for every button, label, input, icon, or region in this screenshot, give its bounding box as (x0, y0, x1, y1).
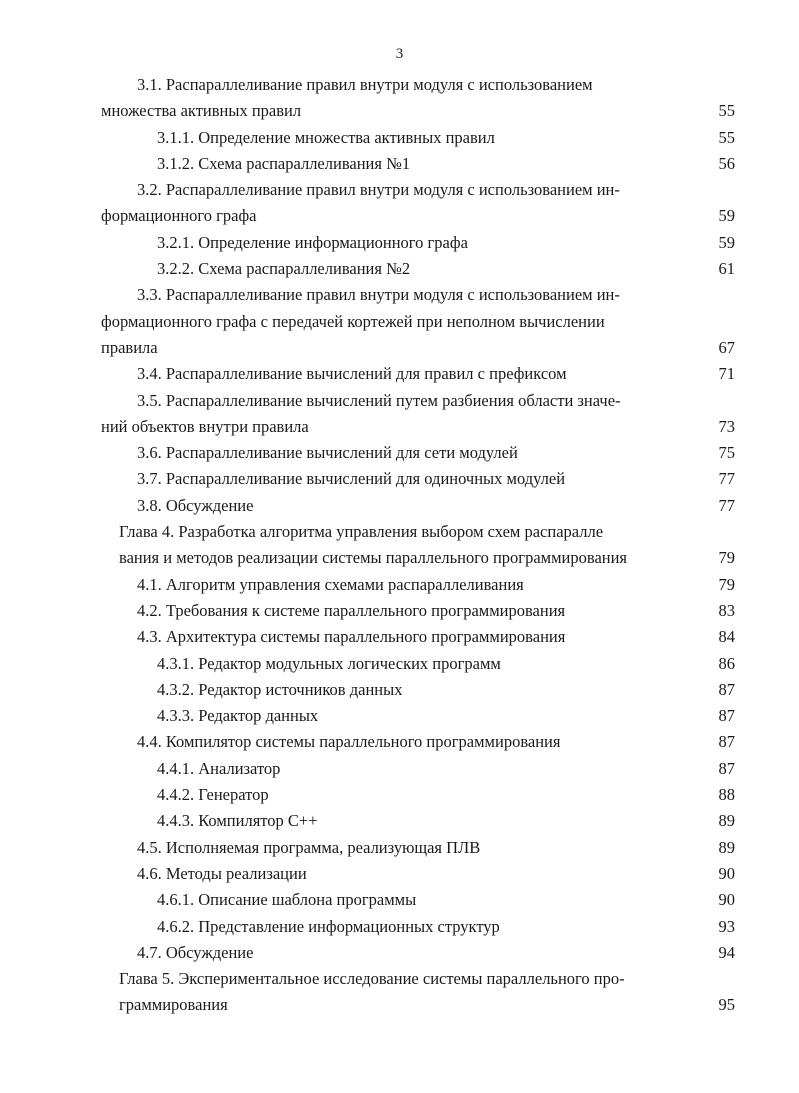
toc-entry-title (0, 703, 717, 729)
toc-entry-page: 89 (718, 811, 735, 831)
toc-entry-page: 79 (718, 548, 735, 568)
toc-entry-title-line: 3.6. Распараллеливание вычислений для сети модулей (137, 443, 518, 463)
toc-entry-page: 89 (718, 837, 735, 857)
toc-entry-title-line: 4.3. Архитектура системы параллельного программирования (137, 627, 566, 647)
toc-entry-title-line: множества активных правил (101, 101, 302, 121)
toc-entry-title-line: 4.3.2. Редактор источников данных (157, 679, 403, 699)
toc-entry (0, 493, 799, 519)
toc-entry-title-line: правила (101, 337, 158, 357)
toc-entry-title-line: ний объектов внутри правила (101, 416, 309, 436)
toc-entry-page: 90 (718, 863, 735, 883)
page-number: 3 (395, 46, 404, 62)
toc-entry-title-line: Глава 5. Экспериментальное исследование системы параллельного про- (119, 969, 625, 989)
toc-entry (0, 466, 799, 492)
toc-entry (0, 651, 799, 677)
toc-entry (0, 756, 799, 782)
toc-entry-title (0, 914, 717, 940)
toc-entry-page: 59 (718, 206, 735, 226)
toc-entry-page: 87 (718, 706, 735, 726)
toc-entry (0, 519, 799, 572)
toc-entry (0, 598, 799, 624)
toc-entry-title-line: 4.3.3. Редактор данных (157, 706, 319, 726)
toc-entry (0, 72, 799, 125)
toc-entry-title-line: вания и методов реализации системы параллельного программирования (119, 548, 628, 568)
toc-entry-page: 94 (718, 942, 735, 962)
toc-entry-title (0, 677, 717, 703)
toc-entry (0, 887, 799, 913)
toc-entry-title (0, 282, 685, 361)
toc-entry-page: 73 (718, 416, 735, 436)
toc-entry-title-line: 4.4. Компилятор системы параллельного программирования (137, 732, 561, 752)
toc-entry-page: 71 (718, 364, 735, 384)
toc-entry (0, 914, 799, 940)
toc-entry-title-line: 4.4.2. Генератор (157, 785, 269, 805)
toc-entry-page: 61 (718, 259, 735, 279)
toc-entry-page: 67 (718, 337, 735, 357)
toc-entry-title (0, 782, 717, 808)
toc-entry-title (0, 940, 697, 966)
toc-entry-title-line: 4.6.2. Представление информационных структур (157, 916, 500, 936)
toc-entry (0, 703, 799, 729)
toc-entry-title-line: 3.1. Распараллеливание правил внутри модуля с использованием (137, 75, 593, 94)
toc-entry-title (0, 572, 697, 598)
toc-entry-page: 87 (718, 732, 735, 752)
toc-entry-title (0, 493, 697, 519)
toc-entry (0, 782, 799, 808)
toc-entry-title (0, 861, 697, 887)
toc-entry-title-line: формационного графа (101, 206, 257, 226)
toc-entry-title-line: 3.2.2. Схема распараллеливания №2 (157, 259, 411, 279)
toc-entry-title (0, 651, 717, 677)
toc-entry-title-line: формационного графа с передачей кортежей при неполном вычислении (101, 311, 605, 331)
toc-entry-page: 90 (718, 890, 735, 910)
toc-entry-title (0, 125, 717, 151)
toc-entry-title (0, 72, 685, 125)
toc-entry-title-line: 4.6. Методы реализации (137, 863, 307, 883)
toc-entry-title-line: 4.3.1. Редактор модульных логических программ (157, 653, 501, 673)
toc-entry-title-line: 3.1.1. Определение множества активных правил (157, 127, 495, 147)
toc-entry-page: 87 (718, 758, 735, 778)
toc-entry-page: 59 (718, 232, 735, 252)
toc-entry (0, 125, 799, 151)
toc-entry-page: 87 (718, 679, 735, 699)
toc-entry-page: 79 (718, 574, 735, 594)
toc-entry-title-line: 3.1.2. Схема распараллеливания №1 (157, 153, 411, 173)
toc-entry (0, 177, 799, 230)
toc-entry-page: 93 (718, 916, 735, 936)
toc-entry (0, 440, 799, 466)
toc-entry-title-line: 4.7. Обсуждение (137, 942, 254, 962)
toc-entry-title-line: 3.7. Распараллеливание вычислений для одиночных модулей (137, 469, 566, 489)
toc-entry-title-line: граммирования (119, 995, 228, 1015)
toc-entry-title (0, 729, 697, 755)
toc-entry-page: 77 (718, 495, 735, 515)
toc-entry-title (0, 466, 697, 492)
toc-entry-title (0, 835, 697, 861)
toc-entry-title (0, 151, 717, 177)
toc-entry-title (0, 440, 697, 466)
toc-entry-title (0, 519, 685, 572)
toc-entry-page: 56 (718, 153, 735, 173)
toc-entry-page: 83 (718, 600, 735, 620)
toc-entry-title-line: 4.6.1. Описание шаблона программы (157, 890, 417, 910)
toc-entry (0, 861, 799, 887)
toc-entry-title (0, 966, 685, 1019)
toc-entry-title (0, 388, 685, 441)
toc-entry-page: 55 (718, 127, 735, 147)
toc-entry-title-line: 4.2. Требования к системе параллельного программирования (137, 600, 566, 620)
toc-entry-page: 77 (718, 469, 735, 489)
toc-entry-page: 75 (718, 443, 735, 463)
toc-entry-title-line: 3.2.1. Определение информационного графа (157, 232, 468, 252)
toc-entry-title (0, 361, 697, 387)
toc-entry-title (0, 887, 717, 913)
toc-entry-title-line: 3.4. Распараллеливание вычислений для правил с префиксом (137, 364, 567, 384)
toc-entry-title-line: 3.5. Распараллеливание вычислений путем разбиения области значе- (137, 390, 621, 410)
toc-entry-title (0, 230, 717, 256)
toc-entry-page: 88 (718, 785, 735, 805)
toc-entry (0, 808, 799, 834)
toc-entry-page: 86 (718, 653, 735, 673)
toc-entry (0, 388, 799, 441)
toc-entry-title (0, 624, 697, 650)
toc-entry (0, 572, 799, 598)
toc-entry-title (0, 808, 717, 834)
toc-entry-title-line: 3.8. Обсуждение (137, 495, 254, 515)
toc-entry (0, 835, 799, 861)
toc-entry (0, 256, 799, 282)
toc-entry-title (0, 598, 697, 624)
toc-entry-title-line: 4.4.1. Анализатор (157, 758, 281, 778)
toc-entry-title-line: Глава 4. Разработка алгоритма управления выбором схем распаралле (119, 522, 604, 542)
toc-entry (0, 230, 799, 256)
toc-entry (0, 966, 799, 1019)
toc-entry (0, 624, 799, 650)
toc-entry-title (0, 756, 717, 782)
toc-entry-page: 55 (718, 101, 735, 121)
toc-entry-page: 84 (718, 627, 735, 647)
toc-entry (0, 677, 799, 703)
toc-entry (0, 361, 799, 387)
table-of-contents (0, 72, 799, 1019)
toc-entry-title-line: 4.1. Алгоритм управления схемами распараллеливания (137, 574, 524, 594)
toc-entry (0, 282, 799, 361)
toc-entry-title (0, 177, 685, 230)
toc-entry-title-line: 3.3. Распараллеливание правил внутри модуля с использованием ин- (137, 285, 620, 305)
toc-entry (0, 729, 799, 755)
toc-entry-title (0, 256, 717, 282)
toc-entry (0, 940, 799, 966)
toc-entry-title-line: 4.5. Исполняемая программа, реализующая ПЛВ (137, 837, 481, 857)
toc-entry-title-line: 4.4.3. Компилятор С++ (157, 811, 318, 831)
toc-entry (0, 151, 799, 177)
toc-entry-title-line: 3.2. Распараллеливание правил внутри модуля с использованием ин- (137, 180, 620, 200)
toc-entry-page: 95 (718, 995, 735, 1015)
